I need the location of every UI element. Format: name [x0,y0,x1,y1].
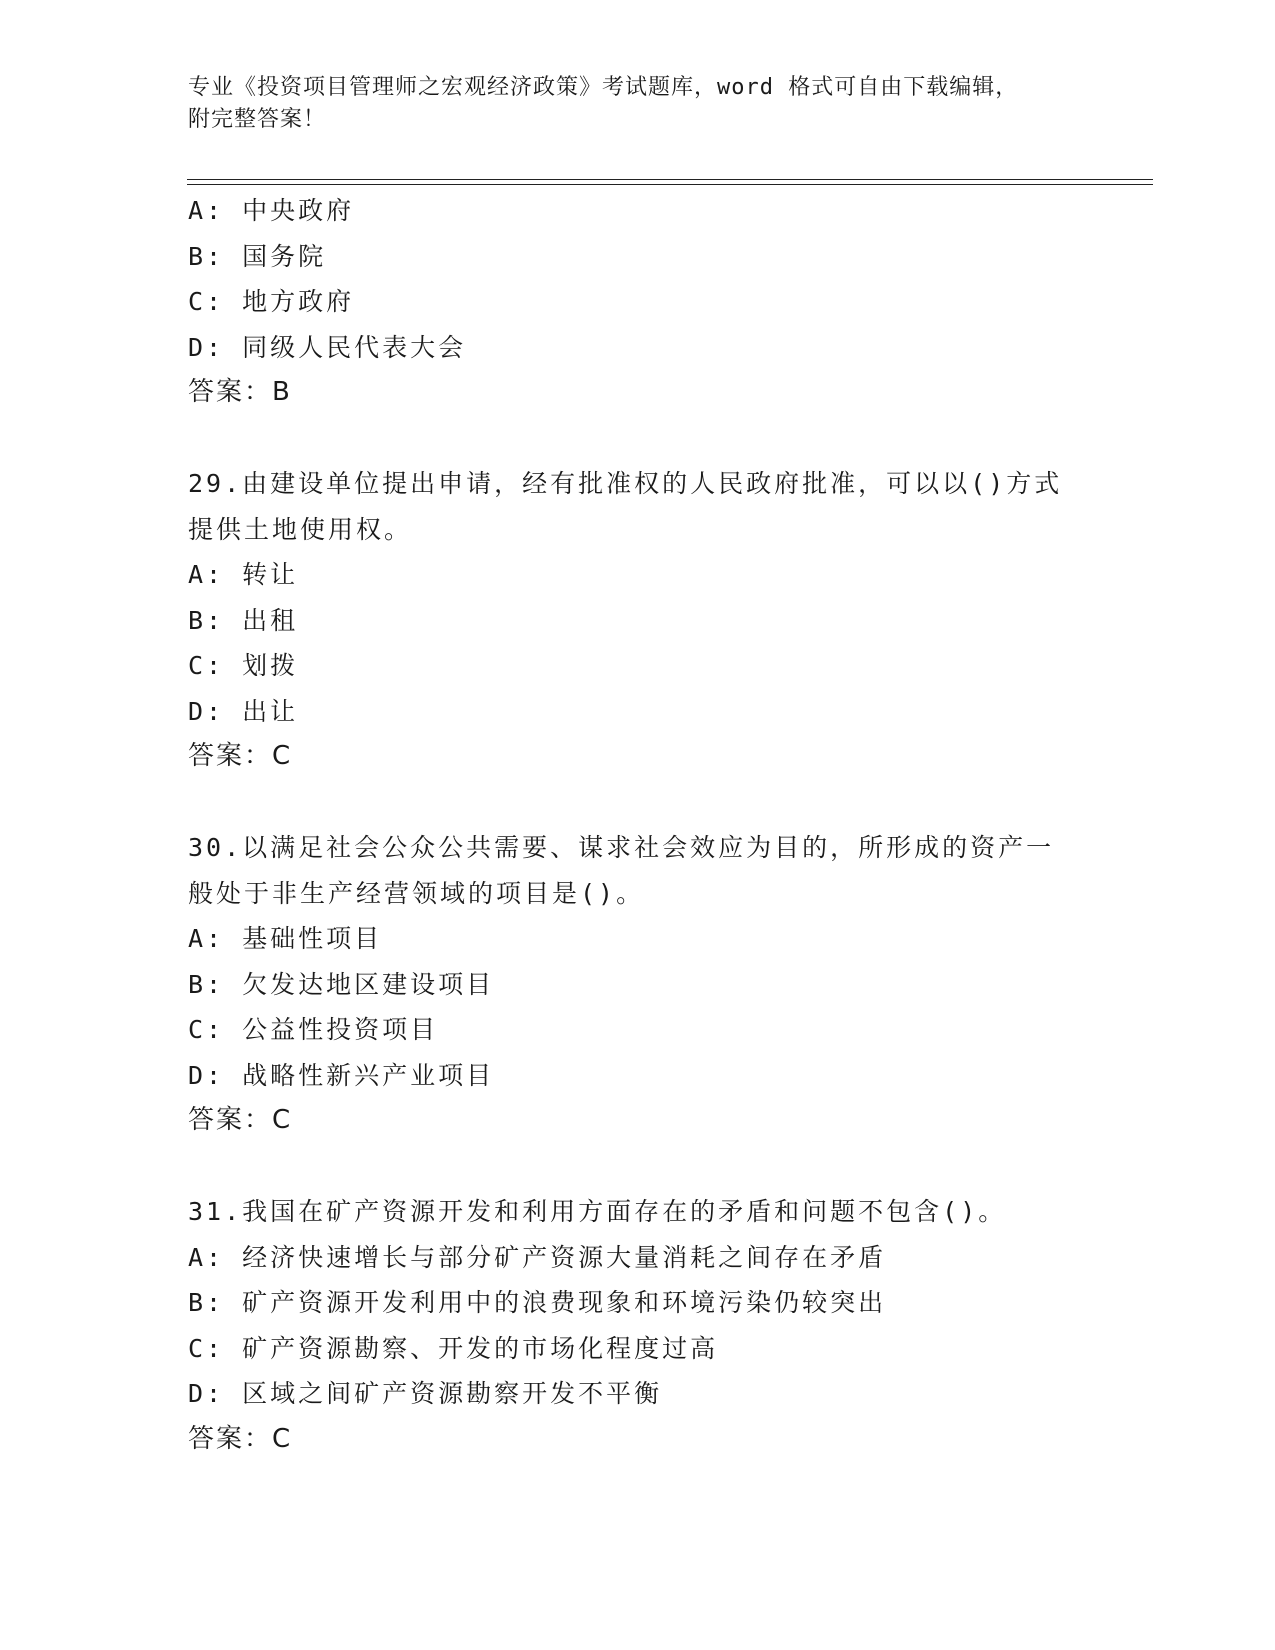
question-31 [188,1189,1088,1462]
header-divider-top [187,179,1153,180]
question-text-line-1: 31.我国在矿产资源开发和利用方面存在的矛盾和问题不包含()。 [188,1197,1007,1226]
answer-line: 答案：C [188,741,293,771]
option-a: A: 中央政府 [188,196,355,225]
question-29 [188,461,1088,780]
question-text-line-1: 30.以满足社会公众公共需要、谋求社会效应为目的，所形成的资产一 [188,833,1055,862]
spacer [188,1144,1088,1190]
question-28-continued [188,188,1088,416]
header-line-1: 专业《投资项目管理师之宏观经济政策》考试题库，word 格式可自由下载编辑， [188,75,1019,100]
option-c: C: 划拨 [188,651,299,680]
answer-line: 答案：B [188,377,292,407]
option-c: C: 地方政府 [188,287,355,316]
spacer [188,416,1088,462]
option-b: B: 矿产资源开发利用中的浪费现象和环境污染仍较突出 [188,1288,887,1317]
option-d: D: 同级人民代表大会 [188,332,467,362]
question-text-line-2: 提供土地使用权。 [188,514,413,544]
option-a: A: 经济快速增长与部分矿产资源大量消耗之间存在矛盾 [188,1242,887,1272]
document-header [188,72,1088,136]
option-a: A: 基础性项目 [188,924,383,953]
option-d: D: 区域之间矿产资源勘察开发不平衡 [188,1379,663,1408]
answer-line: 答案：C [188,1423,293,1454]
option-c: C: 矿产资源勘察、开发的市场化程度过高 [188,1333,719,1363]
header-line-2: 附完整答案！ [188,107,327,132]
option-a: A: 转让 [188,560,299,589]
option-b: B: 欠发达地区建设项目 [188,969,495,999]
option-b: B: 国务院 [188,241,327,271]
option-d: D: 战略性新兴产业项目 [188,1060,495,1090]
header-divider-bottom [187,184,1153,185]
option-d: D: 出让 [188,696,299,726]
question-text-line-1: 29.由建设单位提出申请，经有批准权的人民政府批准，可以以()方式 [188,469,1063,498]
answer-line: 答案：C [188,1105,293,1135]
option-b: B: 出租 [188,605,299,635]
option-c: C: 公益性投资项目 [188,1015,439,1044]
spacer [188,780,1088,826]
question-text-line-2: 般处于非生产经营领域的项目是()。 [188,878,645,908]
question-30 [188,825,1088,1144]
question-list [188,188,1088,1462]
